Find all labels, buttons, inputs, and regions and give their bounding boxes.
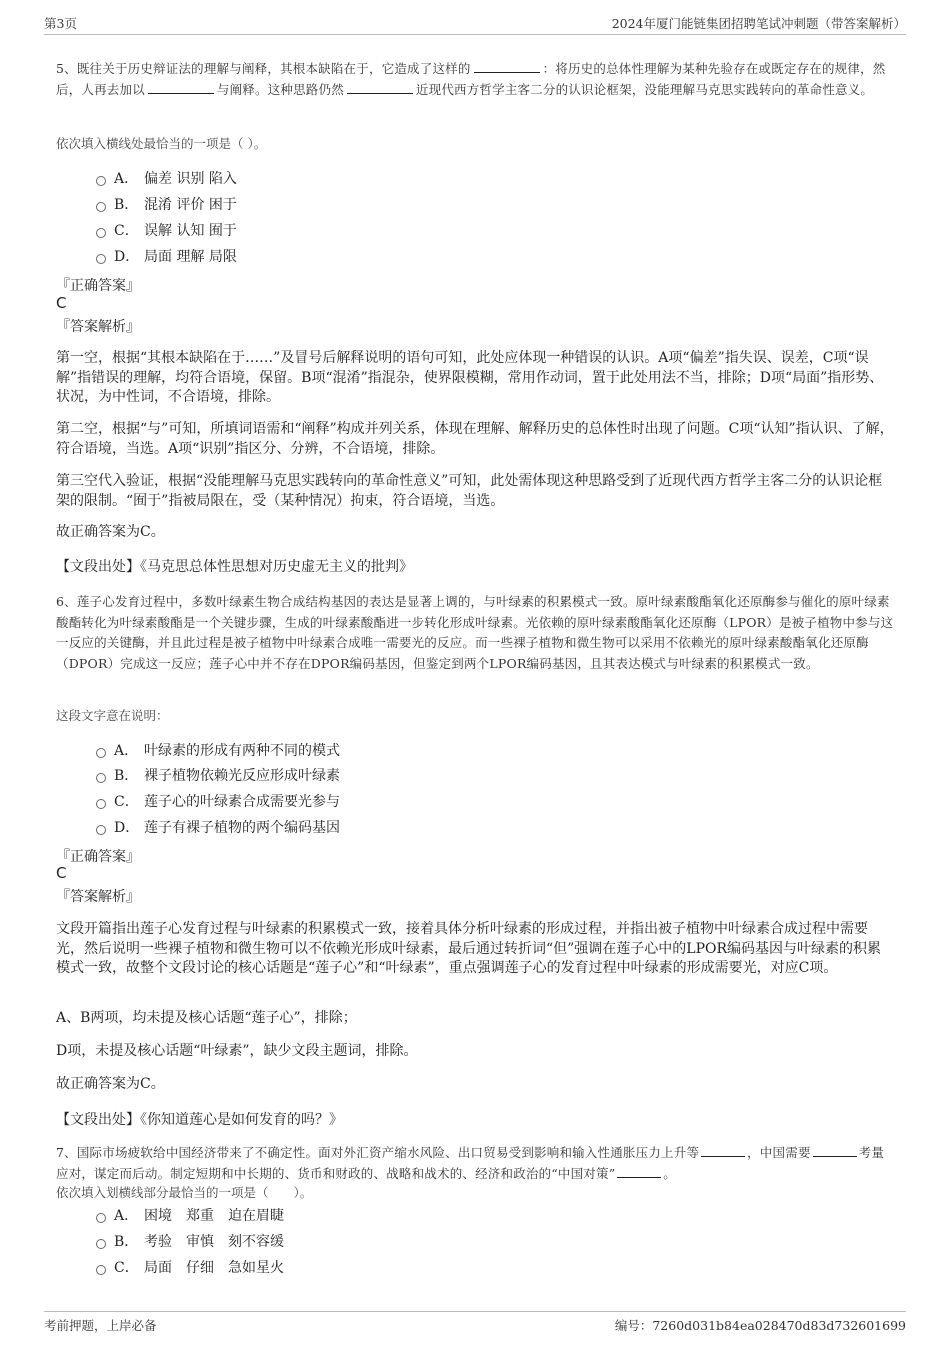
- q5-analysis-p2: 第二空，根据“与”可知，所填词语需和“阐释”构成并列关系，体现在理解、解释历史的总体性时出现了问题。C项“认知”指认识、了解，符合语境，当选。A项“识别”指区分、分辨，不合语境，排除。: [56, 421, 894, 457]
- q7-prompt: 依次填入划横线部分最恰当的一项是（ ）。: [56, 1185, 313, 1200]
- q5-stem: 5、既往关于历史辩证法的理解与阐释，其根本缺陷在于，它造成了这样的 ：将历史的总体性理解为某种先验存在或既定存在的规律，然后，人再去加以 与阐释。这种思路仍然 近现代西方哲学主客二分的认识论框架，没能理解马克思实践转向的革命性意义。: [56, 61, 886, 97]
- q6-source: 【文段出处】《你知道莲心是如何发育的吗？》: [56, 1112, 343, 1128]
- radio-icon[interactable]: [96, 228, 106, 238]
- radio-icon[interactable]: [96, 825, 106, 835]
- page-footer: [44, 1311, 906, 1336]
- radio-icon[interactable]: [96, 748, 106, 758]
- q6-analysis-p4: 故正确答案为C。: [56, 1076, 165, 1092]
- blank-2: [148, 81, 214, 94]
- q6-analysis-p1: 文段开篇指出莲子心发育过程与叶绿素的积累模式一致，接着具体分析叶绿素的形成过程，并指出被子植物中叶绿素合成过程中需要光，然后说明一些裸子植物和微生物可以不依赖光形成叶绿素，最后通过转折词“但”强调在莲子心中的LPOR编码基因与叶绿素的积累模式一致，故整个文段讨论的核心话题是“莲子心”和“叶绿素”，重点强调莲子心的发育过程中叶绿素的形成需要光，对应C项。: [56, 921, 882, 976]
- q5-option-b[interactable]: B． 混淆 评价 困于: [96, 194, 237, 216]
- blank-3: [347, 81, 413, 94]
- document-code: 编号：7260d031b84ea028470d83d732601699: [614, 1318, 906, 1333]
- radio-icon[interactable]: [96, 1213, 106, 1223]
- blank-1: [474, 60, 540, 73]
- document-title: 2024年厦门能链集团招聘笔试冲刺题（带答案解析）: [611, 16, 906, 31]
- q5-source: 【文段出处】《马克思总体性思想对历史虚无主义的批判》: [56, 559, 413, 575]
- q5-prompt: 依次填入横线处最恰当的一项是（ ）。: [56, 136, 267, 151]
- radio-icon[interactable]: [96, 773, 106, 783]
- q6-answer: C: [56, 864, 67, 882]
- q6-option-a[interactable]: A． 叶绿素的形成有两种不同的模式: [96, 740, 340, 762]
- q5-analysis-p1: 第一空，根据“其根本缺陷在于……”及冒号后解释说明的语句可知，此处应体现一种错误的认识。A项“偏差”指失误、误差，C项“误解”指错误的理解，均符合语境，保留。B项“混淆”指混杂，使界限模糊，常用作动词，置于此处用法不当，排除；D项“局面”指形势、状况，为中性词，不合语境，排除。: [56, 350, 884, 405]
- q7-option-b[interactable]: B． 考验 审慎 刻不容缓: [96, 1231, 284, 1253]
- q6-option-b[interactable]: B． 裸子植物依赖光反应形成叶绿素: [96, 765, 340, 787]
- q6-option-c[interactable]: C． 莲子心的叶绿素合成需要光参与: [96, 791, 340, 813]
- footer-slogan: 考前押题，上岸必备: [44, 1318, 157, 1333]
- blank-1: [701, 1144, 745, 1157]
- blank-3: [617, 1165, 661, 1178]
- q6-analysis-p3: D项，未提及核心话题“叶绿素”，缺少文段主题词，排除。: [56, 1043, 418, 1059]
- radio-icon[interactable]: [96, 1239, 106, 1249]
- radio-icon[interactable]: [96, 799, 106, 809]
- q7-option-a[interactable]: A． 困境 郑重 迫在眉睫: [96, 1205, 284, 1227]
- page-number: 第3页: [44, 16, 77, 31]
- q5-analysis-p4: 故正确答案为C。: [56, 524, 165, 540]
- q5-answer: C: [56, 294, 67, 312]
- q6-analysis-label: 『答案解析』: [56, 889, 140, 905]
- q6-analysis-p2: A、B两项，均未提及核心话题“莲子心”，排除；: [56, 1010, 357, 1026]
- q5-option-d[interactable]: D． 局面 理解 局限: [96, 246, 237, 268]
- q5-answer-label: 『正确答案』: [56, 278, 140, 294]
- blank-2: [813, 1144, 857, 1157]
- radio-icon[interactable]: [96, 202, 106, 212]
- q7-stem: 7、国际市场疲软给中国经济带来了不确定性。面对外汇资产缩水风险、出口贸易受到影响和输入性通胀压力上升等 ，中国需要 考量应对，谋定而后动。制定短期和中长期的、货币和财政的、战略和战术的、经济和政治的“中国对策” 。: [56, 1145, 885, 1181]
- radio-icon[interactable]: [96, 254, 106, 264]
- q6-option-d[interactable]: D． 莲子有裸子植物的两个编码基因: [96, 817, 340, 839]
- q5-option-a[interactable]: A． 偏差 识别 陷入: [96, 168, 237, 190]
- page-header: [44, 12, 906, 35]
- q6-prompt: 这段文字意在说明：: [56, 708, 169, 723]
- q6-answer-label: 『正确答案』: [56, 849, 140, 865]
- radio-icon[interactable]: [96, 176, 106, 186]
- q6-stem: 6、莲子心发育过程中，多数叶绿素生物合成结构基因的表达是显著上调的，与叶绿素的积累模式一致。原叶绿素酸酯氧化还原酶参与催化的原叶绿素酸酯转化为叶绿素酸酯是一个关键步骤，生成的叶绿素酸酯进一步转化形成叶绿素。光依赖的原叶绿素酸酯氧化还原酶（LPOR）是被子植物中参与这一反应的关键酶，并且此过程是被子植物中叶绿素合成唯一需要光的反应。而一些裸子植物和微生物可以采用不依赖光的原叶绿素酸酯氧化还原酶（DPOR）完成这一反应；莲子心中并不存在DPOR编码基因，但鉴定到两个LPOR编码基因，且其表达模式与叶绿素的积累模式一致。: [56, 594, 894, 671]
- q7-option-c[interactable]: C． 局面 仔细 急如星火: [96, 1257, 284, 1279]
- q5-analysis-label: 『答案解析』: [56, 319, 140, 335]
- q5-analysis-p3: 第三空代入验证，根据“没能理解马克思实践转向的革命性意义”可知，此处需体现这种思路受到了近现代西方哲学主客二分的认识论框架的限制。“囿于”指被局限在，受（某种情况）拘束，符合语境，当选。: [56, 473, 883, 509]
- q5-option-c[interactable]: C． 误解 认知 囿于: [96, 220, 237, 242]
- radio-icon[interactable]: [96, 1265, 106, 1275]
